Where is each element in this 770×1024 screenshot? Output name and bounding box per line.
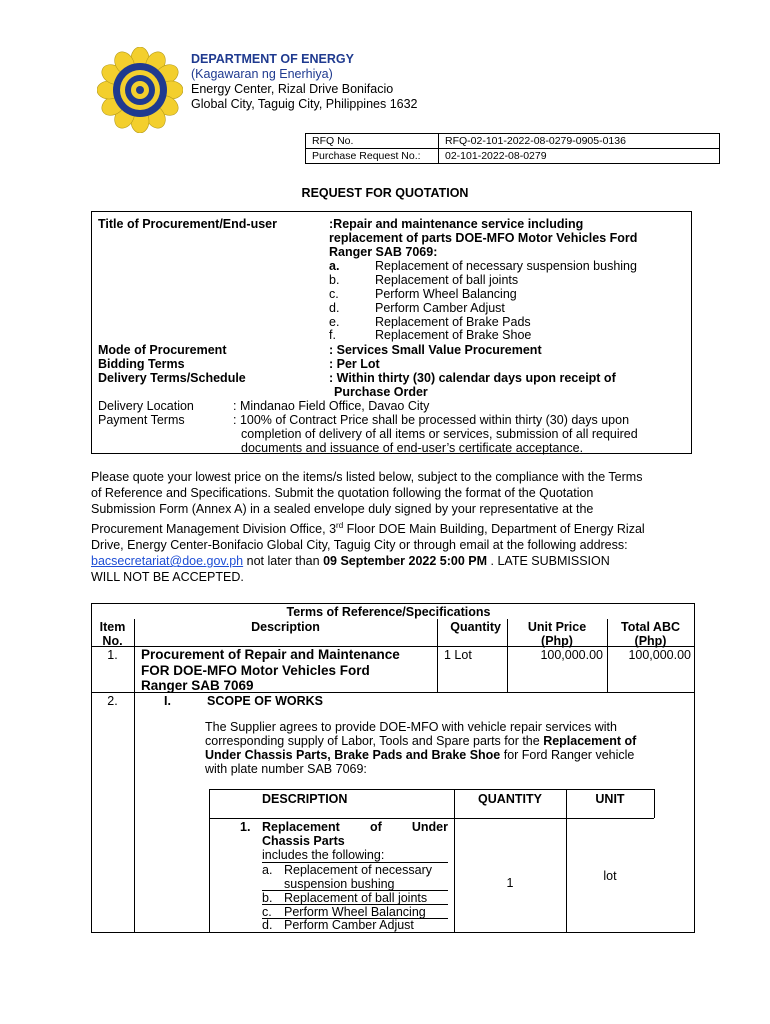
instruction-paragraph: Please quote your lowest price on the items/s listed below, subject to the compliance with the Terms of Reference and Specifications. Submit the quotation following the format of the Quotation Submission Form (Annex A) in a sealed envelope duly signed by your representative at the Procurement Management Division Office, 3rd Floor DOE Main Building, Department of Energy Rizal Drive, Energy Center-Bonifacio Global City, Taguig City or through email at the following address: bacsecretariat@doe.gov.ph not later than 09 September 2022 5:00 PM . LATE SUBMISSION WILL NOT BE ACCEPTED. [91,470,645,585]
row1-total-abc: 100,000.00 [628,648,691,662]
scope-subitem: b. Replacement of ball joints [262,891,428,905]
department-subtitle: (Kagawaran ng Enerhiya) [191,67,333,81]
col-quantity: Quantity [450,620,501,634]
scope-subitem: suspension bushing [284,877,395,891]
row1-item-no: 1. [107,648,118,662]
scope-subitem: c. Perform Wheel Balancing [262,905,426,919]
scope-item-no: 1. [240,820,251,834]
rfq-no-value: RFQ-02-101-2022-08-0279-0905-0136 [439,134,720,149]
scope-includes: includes the following: [262,848,385,862]
scope-item-title-2: Chassis Parts [262,834,345,848]
col-item-no: Item No. [99,620,126,648]
procurement-list-item: b. Replacement of ball joints [329,273,519,287]
procurement-list-item: e. Replacement of Brake Pads [329,315,531,329]
document-title: REQUEST FOR QUOTATION [301,186,469,200]
delivery-location-value: : Mindanao Field Office, Davao City [233,399,430,413]
scope-col-description: DESCRIPTION [262,792,348,806]
delivery-location-label: Delivery Location [98,399,194,413]
row2-item-no: 2. [107,694,118,708]
procurement-list-item: d. Perform Camber Adjust [329,301,505,315]
rfq-reference-box [305,133,720,164]
title-of-procurement-line-2: replacement of parts DOE-MFO Motor Vehicles Ford [329,231,638,245]
scope-subitem: d. Perform Camber Adjust [262,918,414,932]
scope-item-title: Replacement of Under [262,820,448,834]
scope-col-unit: UNIT [595,792,625,806]
col-total-abc: Total ABC (Php) [620,620,681,648]
bidding-terms-value: : Per Lot [329,357,380,371]
doe-seal-logo [97,47,183,133]
section-title: SCOPE OF WORKS [207,694,323,708]
mode-of-procurement-value: : Services Small Value Procurement [329,343,542,357]
address-line-1: Energy Center, Rizal Drive Bonifacio [191,82,394,96]
department-name: DEPARTMENT OF ENERGY [191,52,354,66]
scope-col-quantity: QUANTITY [478,792,542,806]
delivery-terms-value-2: Purchase Order [334,385,428,399]
pr-no-label: Purchase Request No.: [306,149,439,164]
email-link[interactable]: bacsecretariat@doe.gov.ph [91,554,244,569]
payment-terms-label: Payment Terms [98,413,185,427]
section-number: I. [164,694,171,708]
header-block [191,52,418,112]
title-of-procurement-line-1: :Repair and maintenance service including [329,217,584,231]
payment-terms-value: : 100% of Contract Price shall be processed within thirty (30) days upon completion of delivery of all items or services, submission of all required documents and issuance of end-user’s certificate acceptance. [233,413,638,455]
scope-quantity-value: 1 [506,876,514,890]
bidding-terms-label: Bidding Terms [98,357,185,371]
mode-of-procurement-label: Mode of Procurement [98,343,227,357]
title-of-procurement-label: Title of Procurement/End-user [98,217,277,231]
row1-description: Procurement of Repair and Maintenance FOR DOE-MFO Motor Vehicles Ford Ranger SAB 7069 [141,647,400,693]
scope-paragraph: The Supplier agrees to provide DOE-MFO with vehicle repair services with corresponding supply of Labor, Tools and Spare parts for the Replacement of Under Chassis Parts, Brake Pads and Brake Shoe for Ford Ranger vehicle with plate number SAB 7069: [205,720,637,776]
procurement-list-item: f. Replacement of Brake Shoe [329,328,532,342]
col-unit-price: Unit Price (Php) [527,620,587,648]
row1-unit-price: 100,000.00 [540,648,603,662]
scope-unit-value: lot [603,869,617,883]
procurement-list-item: c. Perform Wheel Balancing [329,287,517,301]
row1-quantity: 1 Lot [444,648,472,662]
address-line-2: Global City, Taguig City, Philippines 1632 [191,97,418,111]
pr-no-value: 02-101-2022-08-0279 [439,149,720,164]
title-of-procurement-line-3: Ranger SAB 7069: [329,245,438,259]
rfq-no-label: RFQ No. [306,134,439,149]
procurement-list-item: a. Replacement of necessary suspension bushing [329,259,637,273]
delivery-terms-label: Delivery Terms/Schedule [98,371,246,385]
scope-subitem: a. Replacement of necessary [262,863,432,877]
col-description: Description [251,620,320,634]
terms-caption: Terms of Reference/Specifications [286,605,491,619]
deadline: 09 September 2022 5:00 PM [323,554,488,569]
delivery-terms-value-1: : Within thirty (30) calendar days upon receipt of [329,371,616,385]
